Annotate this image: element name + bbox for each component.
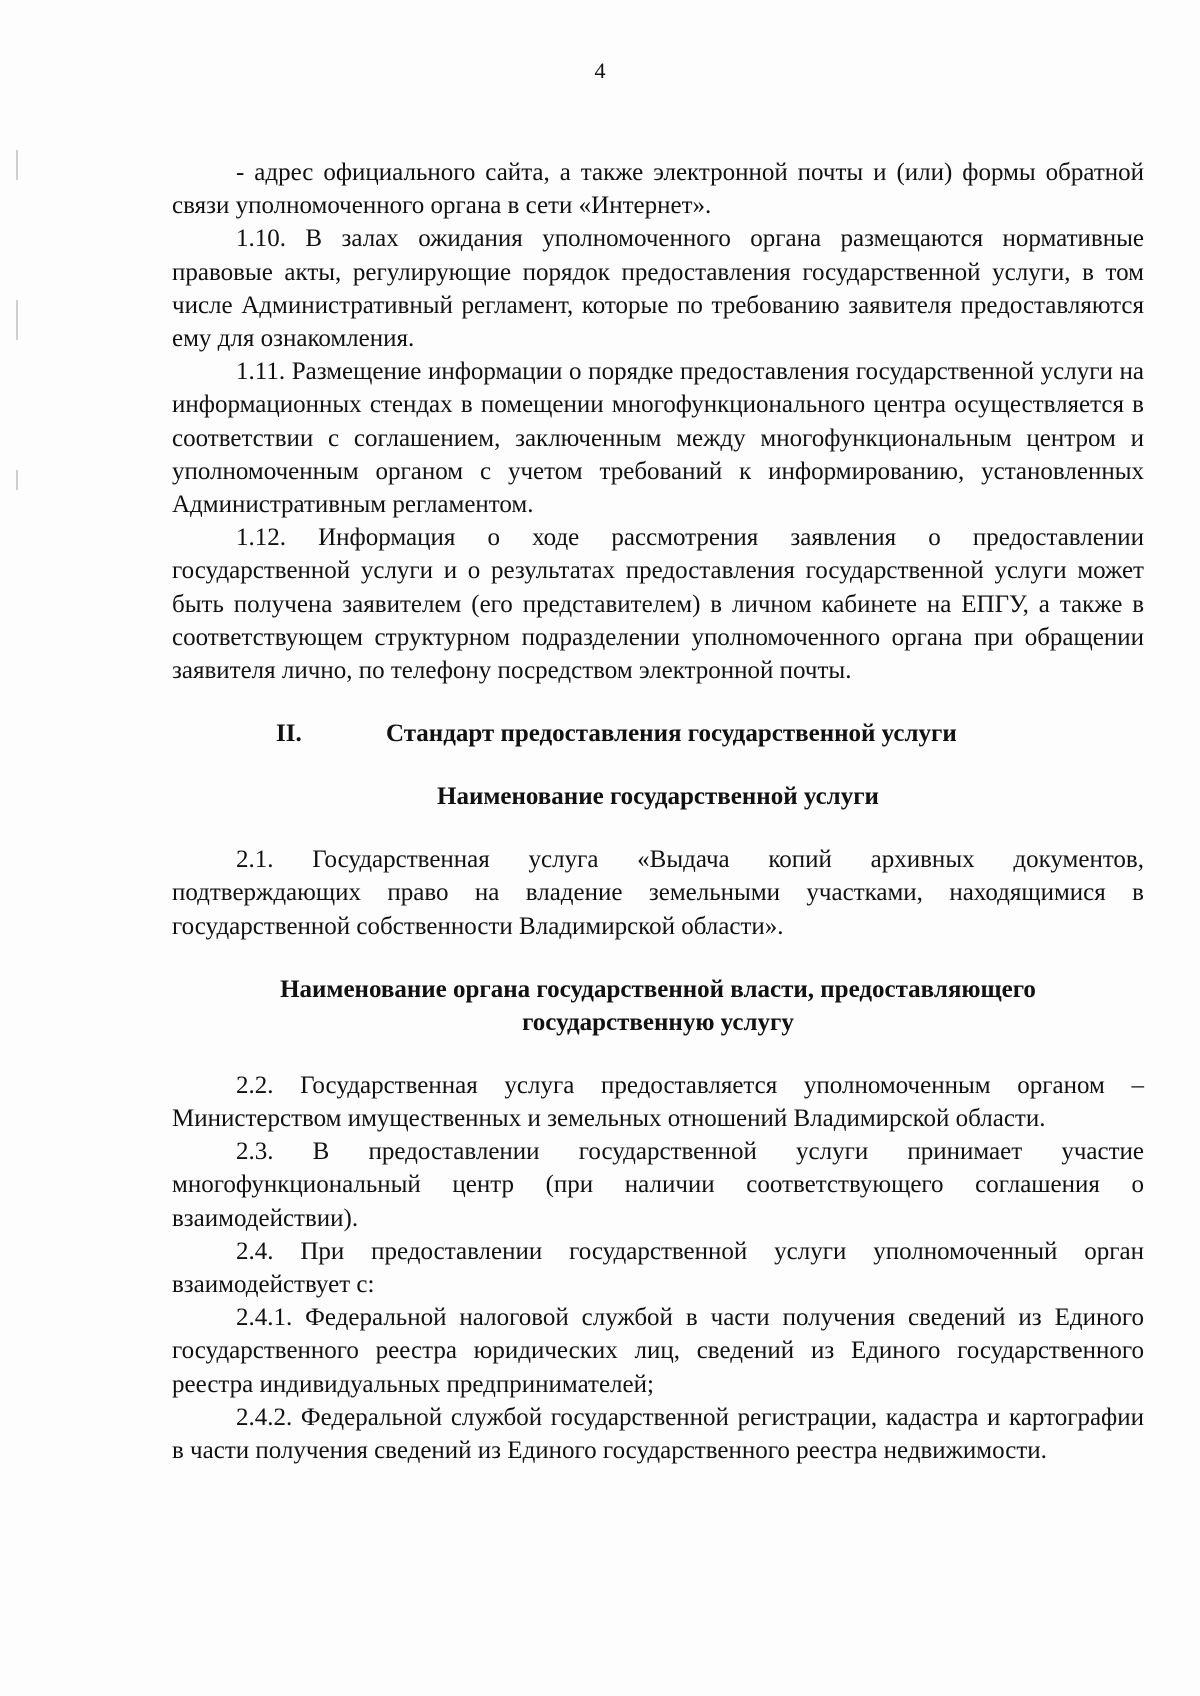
paragraph-1-12: 1.12. Информация о ходе рассмотрения заявления о предоставлении государственной услуги и о результатах предоставления государственной услуги может быть получена заявителем (его представителем) в личном кабинете на ЕПГУ, а также в соответствующем структурном подразделении уполномоченного органа при обращении заявителя лично, по телефону посредством электронной почты.	[172, 524, 1144, 685]
paragraph-2-4-2: 2.4.2. Федеральной службой государственной регистрации, кадастра и картографии в части получения сведений из Единого государственного реестра недвижимости.	[172, 1403, 1144, 1465]
paragraph-2-4: 2.4. При предоставлении государственной услуги уполномоченный орган взаимодействует с:	[172, 1237, 1144, 1299]
paragraph-2-3: 2.3. В предоставлении государственной услуги принимает участие многофункциональный центр (при наличии соответствующего соглашения о взаимодействии).	[172, 1138, 1144, 1232]
section-title: Стандарт предоставления государственной услуги	[386, 720, 957, 748]
paragraph-1-10: 1.10. В залах ожидания уполномоченного органа размещаются нормативные правовые акты, регулирующие порядок предоставления государственной услуги, в том числе Административный регламент, которые по требованию заявителя предоставляются ему для ознакомления.	[172, 225, 1144, 353]
heading-service-name: Наименование государственной услуги	[437, 783, 879, 811]
document-body	[172, 156, 1144, 1467]
scan-artifact	[16, 150, 18, 180]
section-number: II.	[276, 720, 302, 748]
scan-artifact	[16, 300, 18, 340]
scan-artifact	[16, 470, 18, 490]
section-heading	[172, 717, 1144, 750]
heading-authority-line2: государственную услугу	[522, 1008, 794, 1036]
paragraph-1-11: 1.11. Размещение информации о порядке предоставления государственной услуги на информационных стендах в помещении многофункционального центра осуществляется в соответствии с соглашением, заключенным между многофункциональным центром и уполномоченным органом с учетом требований к информированию, установленных Административным регламентом.	[172, 358, 1144, 519]
page-number: 4	[594, 58, 606, 83]
paragraph-2-1: 2.1. Государственная услуга «Выдача копий архивных документов, подтверждающих право на владение земельными участками, находящимися в государственной собственности Владимирской области».	[172, 846, 1144, 940]
heading-authority	[172, 973, 1144, 1039]
paragraph-2-4-1: 2.4.1. Федеральной налоговой службой в части получения сведений из Единого государственного реестра юридических лиц, сведений из Единого государственного реестра индивидуальных предпринимателей;	[172, 1304, 1144, 1398]
paragraph-2-2: 2.2. Государственная услуга предоставляется уполномоченным органом – Министерством имущественных и земельных отношений Владимирской области.	[172, 1071, 1144, 1133]
paragraph-website-address: - адрес официального сайта, а также электронной почты и (или) формы обратной связи уполномоченного органа в сети «Интернет».	[172, 159, 1144, 220]
heading-authority-line1: Наименование органа государственной власти, предоставляющего	[280, 975, 1036, 1003]
